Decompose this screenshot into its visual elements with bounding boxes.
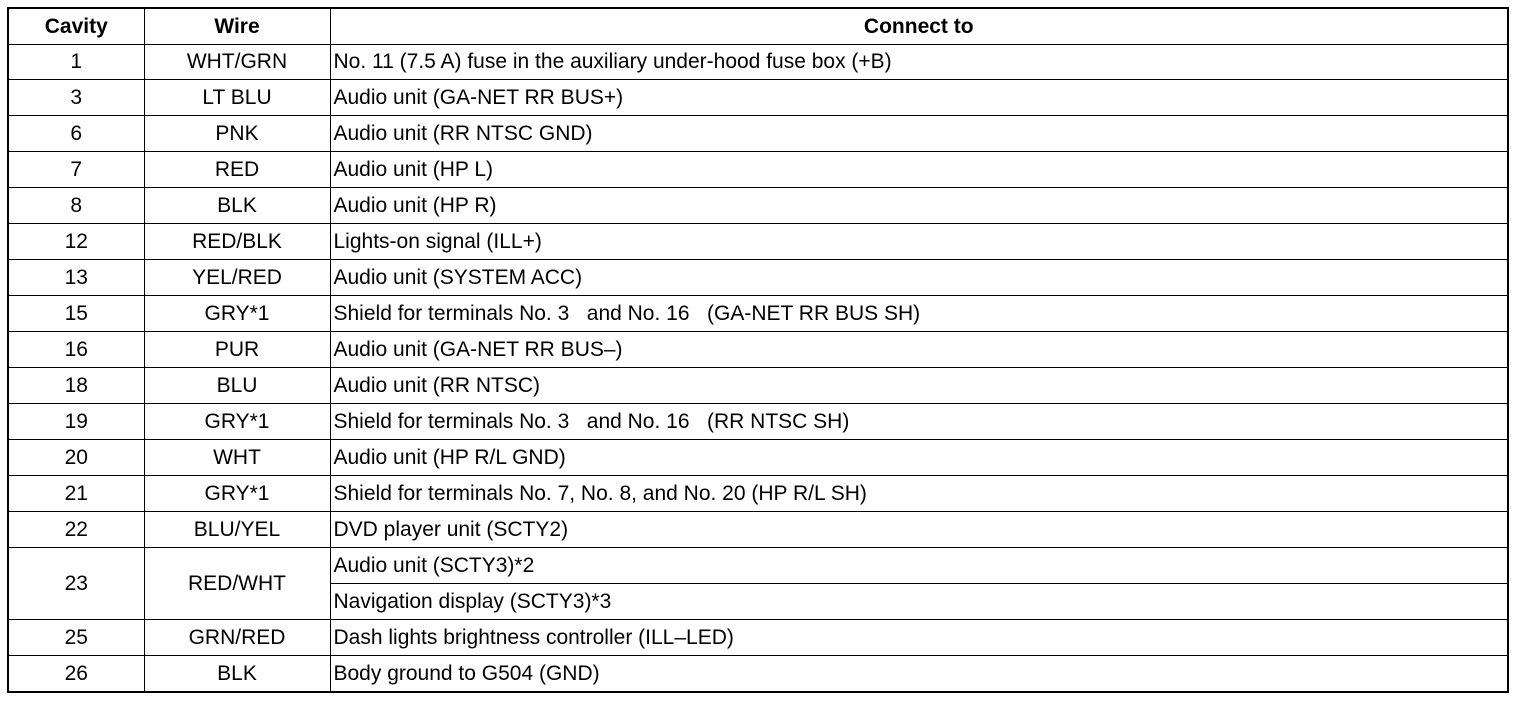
connect-cell: Audio unit (SYSTEM ACC) <box>330 260 1508 296</box>
table-row <box>8 440 1508 476</box>
cavity-cell: 3 <box>8 80 144 116</box>
cavity-cell: 20 <box>8 440 144 476</box>
cavity-cell: 13 <box>8 260 144 296</box>
connect-cell: Audio unit (GA-NET RR BUS+) <box>330 80 1508 116</box>
connect-cell: Audio unit (RR NTSC) <box>330 368 1508 404</box>
wire-cell: BLU/YEL <box>144 512 330 548</box>
table-row <box>8 188 1508 224</box>
header-row <box>8 8 1508 45</box>
table-row <box>8 548 1508 584</box>
connect-cell: Shield for terminals No. 7, No. 8, and No. 20 (HP R/L SH) <box>330 476 1508 512</box>
table-row <box>8 368 1508 404</box>
connect-cell: Audio unit (GA-NET RR BUS–) <box>330 332 1508 368</box>
wire-cell: RED <box>144 152 330 188</box>
cavity-cell: 1 <box>8 45 144 80</box>
cavity-cell: 26 <box>8 656 144 693</box>
table-row <box>8 332 1508 368</box>
cavity-cell: 7 <box>8 152 144 188</box>
wire-cell: PNK <box>144 116 330 152</box>
cavity-cell: 23 <box>8 548 144 620</box>
connect-cell: Shield for terminals No. 3 and No. 16 (GA-NET RR BUS SH) <box>330 296 1508 332</box>
connect-cell: Lights-on signal (ILL+) <box>330 224 1508 260</box>
table-row <box>8 80 1508 116</box>
wire-cell: GRY*1 <box>144 296 330 332</box>
table-row <box>8 404 1508 440</box>
wire-cell: RED/WHT <box>144 548 330 620</box>
header-connect-to: Connect to <box>330 8 1508 45</box>
wire-cell: BLU <box>144 368 330 404</box>
cavity-cell: 8 <box>8 188 144 224</box>
table-row <box>8 260 1508 296</box>
header-cavity: Cavity <box>8 8 144 45</box>
connect-cell: Audio unit (SCTY3)*2 <box>330 548 1508 584</box>
table-row <box>8 476 1508 512</box>
cavity-cell: 6 <box>8 116 144 152</box>
connect-cell: No. 11 (7.5 A) fuse in the auxiliary under-hood fuse box (+B) <box>330 45 1508 80</box>
table-row <box>8 116 1508 152</box>
connect-cell: Navigation display (SCTY3)*3 <box>330 584 1508 620</box>
header-wire: Wire <box>144 8 330 45</box>
wire-cell: LT BLU <box>144 80 330 116</box>
cavity-cell: 18 <box>8 368 144 404</box>
wire-cell: BLK <box>144 188 330 224</box>
table-row <box>8 620 1508 656</box>
wire-cell: YEL/RED <box>144 260 330 296</box>
wire-cell: WHT <box>144 440 330 476</box>
table-row <box>8 224 1508 260</box>
wire-cell: WHT/GRN <box>144 45 330 80</box>
wire-cell: RED/BLK <box>144 224 330 260</box>
table-row <box>8 296 1508 332</box>
cavity-cell: 21 <box>8 476 144 512</box>
cavity-cell: 25 <box>8 620 144 656</box>
wire-cell: PUR <box>144 332 330 368</box>
wire-cell: BLK <box>144 656 330 693</box>
wire-cell: GRY*1 <box>144 476 330 512</box>
cavity-cell: 16 <box>8 332 144 368</box>
table-row <box>8 152 1508 188</box>
connect-cell: Audio unit (RR NTSC GND) <box>330 116 1508 152</box>
cavity-cell: 19 <box>8 404 144 440</box>
connect-cell: Dash lights brightness controller (ILL–LED) <box>330 620 1508 656</box>
wire-cell: GRY*1 <box>144 404 330 440</box>
pin-assignment-table <box>7 7 1509 693</box>
connect-cell: Audio unit (HP R) <box>330 188 1508 224</box>
cavity-cell: 22 <box>8 512 144 548</box>
wire-cell: GRN/RED <box>144 620 330 656</box>
table-row <box>8 45 1508 80</box>
connect-cell: Body ground to G504 (GND) <box>330 656 1508 693</box>
connect-cell: Shield for terminals No. 3 and No. 16 (RR NTSC SH) <box>330 404 1508 440</box>
table-row <box>8 656 1508 693</box>
connect-cell: Audio unit (HP R/L GND) <box>330 440 1508 476</box>
table-row <box>8 512 1508 548</box>
cavity-cell: 15 <box>8 296 144 332</box>
connect-cell: Audio unit (HP L) <box>330 152 1508 188</box>
cavity-cell: 12 <box>8 224 144 260</box>
connect-cell: DVD player unit (SCTY2) <box>330 512 1508 548</box>
